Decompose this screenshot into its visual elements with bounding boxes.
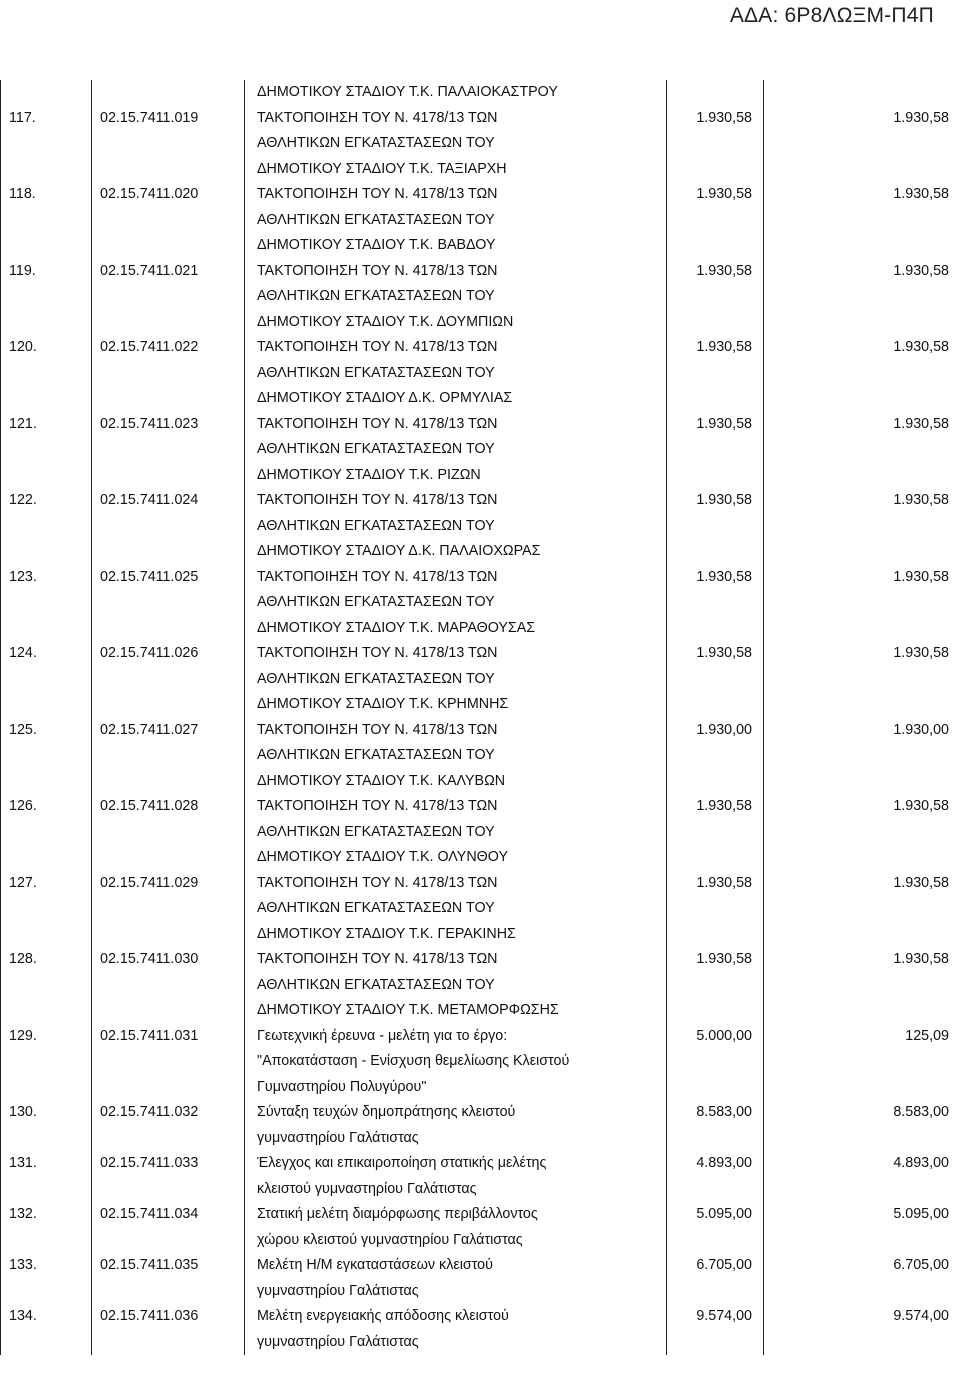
description-line: κλειστού γυμναστηρίου Γαλάτιστας	[257, 1180, 477, 1197]
row-number: 117.	[1, 106, 92, 183]
row-amount-1	[667, 80, 764, 106]
row-code: 02.15.7411.023	[92, 412, 245, 489]
description-line: ΔΗΜΟΤΙΚΟΥ ΣΤΑΔΙΟΥ Τ.Κ. ΔΟΥΜΠΙΩΝ	[257, 313, 514, 330]
description-line: ΔΗΜΟΤΙΚΟΥ ΣΤΑΔΙΟΥ Τ.Κ. ΤΑΞΙΑΡΧΗ	[257, 160, 507, 177]
table-row	[1, 1304, 960, 1355]
row-description	[245, 106, 667, 183]
description-line: ΑΘΛΗΤΙΚΩΝ ΕΓΚΑΤΑΣΤΑΣΕΩΝ ΤΟΥ	[257, 900, 495, 916]
table-row	[1, 1253, 960, 1304]
description-line: ΤΑΚΤΟΠΟΙΗΣΗ ΤΟΥ Ν. 4178/13 ΤΩΝ	[257, 339, 498, 355]
row-amount-2: 1.930,58	[764, 871, 960, 948]
description-line: ΤΑΚΤΟΠΟΙΗΣΗ ΤΟΥ Ν. 4178/13 ΤΩΝ	[257, 721, 498, 738]
row-number: 128.	[1, 947, 92, 1024]
row-amount-2: 4.893,00	[764, 1151, 960, 1202]
row-description	[245, 565, 667, 642]
row-description	[245, 1253, 667, 1304]
description-line: ΔΗΜΟΤΙΚΟΥ ΣΤΑΔΙΟΥ Τ.Κ. ΠΑΛΑΙΟΚΑΣΤΡΟΥ	[257, 84, 558, 100]
description-line: ΤΑΚΤΟΠΟΙΗΣΗ ΤΟΥ Ν. 4178/13 ΤΩΝ	[257, 492, 498, 508]
row-amount-2: 1.930,58	[764, 259, 960, 336]
description-line: ΑΘΛΗΤΙΚΩΝ ΕΓΚΑΤΑΣΤΑΣΕΩΝ ΤΟΥ	[257, 441, 495, 457]
row-number: 129.	[1, 1024, 92, 1101]
row-number	[1, 80, 92, 106]
description-line: γυμναστηρίου Γαλάτιστας	[257, 1333, 419, 1350]
row-amount-2: 1.930,58	[764, 335, 960, 412]
table-row	[1, 947, 960, 1024]
row-amount-2: 1.930,58	[764, 641, 960, 718]
row-number: 123.	[1, 565, 92, 642]
description-line: γυμναστηρίου Γαλάτιστας	[257, 1282, 419, 1299]
row-amount-2: 1.930,58	[764, 412, 960, 489]
row-amount-1: 1.930,58	[667, 488, 764, 565]
description-line: Έλεγχος και επικαιροποίηση στατικής μελέτης	[257, 1155, 547, 1171]
row-description	[245, 80, 667, 106]
budget-table-body	[1, 80, 960, 1355]
description-line: ΑΘΛΗΤΙΚΩΝ ΕΓΚΑΤΑΣΤΑΣΕΩΝ ΤΟΥ	[257, 747, 495, 763]
description-line: Στατική μελέτη διαμόρφωσης περιβάλλοντος	[257, 1206, 538, 1222]
row-number: 124.	[1, 641, 92, 718]
table-row	[1, 182, 960, 259]
description-line: "Αποκατάσταση - Ενίσχυση θεμελίωσης Κλειστού	[257, 1053, 570, 1069]
row-amount-1: 1.930,58	[667, 794, 764, 871]
row-code: 02.15.7411.031	[92, 1024, 245, 1101]
row-description	[245, 259, 667, 336]
row-number: 120.	[1, 335, 92, 412]
table-row	[1, 565, 960, 642]
row-description	[245, 1024, 667, 1101]
row-amount-2	[764, 80, 960, 106]
row-code: 02.15.7411.026	[92, 641, 245, 718]
row-code: 02.15.7411.029	[92, 871, 245, 948]
row-amount-1: 6.705,00	[667, 1253, 764, 1304]
row-number: 134.	[1, 1304, 92, 1355]
row-code: 02.15.7411.030	[92, 947, 245, 1024]
row-amount-1: 1.930,58	[667, 182, 764, 259]
row-amount-1: 5.095,00	[667, 1202, 764, 1253]
row-description	[245, 412, 667, 489]
row-amount-2: 1.930,58	[764, 106, 960, 183]
description-line: Γυμναστηρίου Πολυγύρου"	[257, 1078, 427, 1095]
description-line: ΤΑΚΤΟΠΟΙΗΣΗ ΤΟΥ Ν. 4178/13 ΤΩΝ	[257, 951, 498, 967]
table-row	[1, 259, 960, 336]
row-code: 02.15.7411.027	[92, 718, 245, 795]
description-line: ΑΘΛΗΤΙΚΩΝ ΕΓΚΑΤΑΣΤΑΣΕΩΝ ΤΟΥ	[257, 517, 495, 534]
row-code: 02.15.7411.033	[92, 1151, 245, 1202]
table-row	[1, 1151, 960, 1202]
row-number: 122.	[1, 488, 92, 565]
row-amount-1: 8.583,00	[667, 1100, 764, 1151]
row-description	[245, 641, 667, 718]
row-amount-1: 1.930,58	[667, 106, 764, 183]
table-row	[1, 1024, 960, 1101]
row-description	[245, 335, 667, 412]
row-amount-2: 5.095,00	[764, 1202, 960, 1253]
description-line: ΔΗΜΟΤΙΚΟΥ ΣΤΑΔΙΟΥ Δ.Κ. ΠΑΛΑΙΟΧΩΡΑΣ	[257, 543, 541, 559]
row-code: 02.15.7411.022	[92, 335, 245, 412]
row-number: 127.	[1, 871, 92, 948]
continuation-row	[1, 80, 960, 106]
row-amount-2: 6.705,00	[764, 1253, 960, 1304]
description-line: ΤΑΚΤΟΠΟΙΗΣΗ ΤΟΥ Ν. 4178/13 ΤΩΝ	[257, 109, 498, 126]
row-description	[245, 182, 667, 259]
row-amount-1: 5.000,00	[667, 1024, 764, 1101]
row-number: 130.	[1, 1100, 92, 1151]
row-amount-2: 1.930,58	[764, 947, 960, 1024]
description-line: ΔΗΜΟΤΙΚΟΥ ΣΤΑΔΙΟΥ Τ.Κ. ΟΛΥΝΘΟΥ	[257, 849, 508, 865]
row-amount-1: 1.930,58	[667, 641, 764, 718]
row-description	[245, 1151, 667, 1202]
description-line: Μελέτη ενεργειακής απόδοσης κλειστού	[257, 1308, 509, 1324]
description-line: ΑΘΛΗΤΙΚΩΝ ΕΓΚΑΤΑΣΤΑΣΕΩΝ ΤΟΥ	[257, 594, 495, 610]
row-code: 02.15.7411.021	[92, 259, 245, 336]
row-amount-1: 4.893,00	[667, 1151, 764, 1202]
description-line: ΤΑΚΤΟΠΟΙΗΣΗ ΤΟΥ Ν. 4178/13 ΤΩΝ	[257, 262, 498, 279]
row-amount-2: 1.930,58	[764, 488, 960, 565]
description-line: Γεωτεχνική έρευνα - μελέτη για το έργο:	[257, 1027, 508, 1044]
description-line: ΤΑΚΤΟΠΟΙΗΣΗ ΤΟΥ Ν. 4178/13 ΤΩΝ	[257, 798, 498, 814]
row-amount-2: 1.930,58	[764, 794, 960, 871]
description-line: ΤΑΚΤΟΠΟΙΗΣΗ ΤΟΥ Ν. 4178/13 ΤΩΝ	[257, 645, 498, 661]
ada-code: ΑΔΑ: 6Ρ8ΛΩΞΜ-Π4Π	[729, 4, 934, 27]
description-line: ΔΗΜΟΤΙΚΟΥ ΣΤΑΔΙΟΥ Τ.Κ. ΚΡΗΜΝΗΣ	[257, 696, 509, 712]
table-row	[1, 871, 960, 948]
description-line: χώρου κλειστού γυμναστηρίου Γαλάτιστας	[257, 1231, 523, 1248]
row-number: 118.	[1, 182, 92, 259]
row-description	[245, 718, 667, 795]
table-row	[1, 335, 960, 412]
table-row	[1, 488, 960, 565]
row-number: 126.	[1, 794, 92, 871]
row-code: 02.15.7411.019	[92, 106, 245, 183]
row-description	[245, 947, 667, 1024]
row-number: 119.	[1, 259, 92, 336]
row-description	[245, 871, 667, 948]
description-line: ΑΘΛΗΤΙΚΩΝ ΕΓΚΑΤΑΣΤΑΣΕΩΝ ΤΟΥ	[257, 823, 495, 840]
row-amount-2: 1.930,58	[764, 565, 960, 642]
description-line: ΤΑΚΤΟΠΟΙΗΣΗ ΤΟΥ Ν. 4178/13 ΤΩΝ	[257, 874, 498, 891]
row-code: 02.15.7411.035	[92, 1253, 245, 1304]
table-row	[1, 1202, 960, 1253]
description-line: ΑΘΛΗΤΙΚΩΝ ΕΓΚΑΤΑΣΤΑΣΕΩΝ ΤΟΥ	[257, 211, 495, 228]
description-line: ΔΗΜΟΤΙΚΟΥ ΣΤΑΔΙΟΥ Τ.Κ. ΓΕΡΑΚΙΝΗΣ	[257, 925, 516, 942]
table-row	[1, 718, 960, 795]
row-number: 131.	[1, 1151, 92, 1202]
row-amount-1: 1.930,58	[667, 412, 764, 489]
row-description	[245, 794, 667, 871]
row-amount-1: 1.930,58	[667, 335, 764, 412]
row-amount-2: 125,09	[764, 1024, 960, 1101]
row-number: 133.	[1, 1253, 92, 1304]
description-line: γυμναστηρίου Γαλάτιστας	[257, 1129, 419, 1146]
row-description	[245, 1304, 667, 1355]
row-amount-1: 1.930,58	[667, 565, 764, 642]
row-amount-2: 1.930,58	[764, 182, 960, 259]
row-code: 02.15.7411.028	[92, 794, 245, 871]
row-code: 02.15.7411.025	[92, 565, 245, 642]
description-line: ΤΑΚΤΟΠΟΙΗΣΗ ΤΟΥ Ν. 4178/13 ΤΩΝ	[257, 415, 498, 432]
table-row	[1, 1100, 960, 1151]
row-code: 02.15.7411.032	[92, 1100, 245, 1151]
description-line: Μελέτη Η/Μ εγκαταστάσεων κλειστού	[257, 1257, 493, 1273]
description-line: Σύνταξη τευχών δημοπράτησης κλειστού	[257, 1104, 516, 1120]
description-line: ΑΘΛΗΤΙΚΩΝ ΕΓΚΑΤΑΣΤΑΣΕΩΝ ΤΟΥ	[257, 670, 495, 687]
table-row	[1, 794, 960, 871]
row-amount-2: 9.574,00	[764, 1304, 960, 1355]
description-line: ΑΘΛΗΤΙΚΩΝ ΕΓΚΑΤΑΣΤΑΣΕΩΝ ΤΟΥ	[257, 135, 495, 151]
row-code: 02.15.7411.036	[92, 1304, 245, 1355]
budget-table	[0, 80, 960, 1355]
table-row	[1, 641, 960, 718]
description-line: ΔΗΜΟΤΙΚΟΥ ΣΤΑΔΙΟΥ Τ.Κ. ΒΑΒΔΟΥ	[257, 237, 496, 253]
description-line: ΑΘΛΗΤΙΚΩΝ ΕΓΚΑΤΑΣΤΑΣΕΩΝ ΤΟΥ	[257, 364, 495, 381]
row-amount-1: 1.930,58	[667, 871, 764, 948]
description-line: ΤΑΚΤΟΠΟΙΗΣΗ ΤΟΥ Ν. 4178/13 ΤΩΝ	[257, 186, 498, 202]
row-description	[245, 488, 667, 565]
description-line: ΔΗΜΟΤΙΚΟΥ ΣΤΑΔΙΟΥ Τ.Κ. ΜΑΡΑΘΟΥΣΑΣ	[257, 619, 536, 636]
row-code	[92, 80, 245, 106]
row-code: 02.15.7411.024	[92, 488, 245, 565]
row-number: 121.	[1, 412, 92, 489]
description-line: ΔΗΜΟΤΙΚΟΥ ΣΤΑΔΙΟΥ Τ.Κ. ΡΙΖΩΝ	[257, 466, 481, 483]
row-amount-2: 8.583,00	[764, 1100, 960, 1151]
description-line: ΔΗΜΟΤΙΚΟΥ ΣΤΑΔΙΟΥ Τ.Κ. ΜΕΤΑΜΟΡΦΩΣΗΣ	[257, 1002, 559, 1018]
row-amount-2: 1.930,00	[764, 718, 960, 795]
description-line: ΔΗΜΟΤΙΚΟΥ ΣΤΑΔΙΟΥ Τ.Κ. ΚΑΛΥΒΩΝ	[257, 772, 506, 789]
row-amount-1: 1.930,58	[667, 259, 764, 336]
row-description	[245, 1202, 667, 1253]
description-line: ΑΘΛΗΤΙΚΩΝ ΕΓΚΑΤΑΣΤΑΣΕΩΝ ΤΟΥ	[257, 288, 495, 304]
row-number: 132.	[1, 1202, 92, 1253]
description-line: ΔΗΜΟΤΙΚΟΥ ΣΤΑΔΙΟΥ Δ.Κ. ΟΡΜΥΛΙΑΣ	[257, 390, 513, 406]
table-row	[1, 412, 960, 489]
row-amount-1: 1.930,58	[667, 947, 764, 1024]
table-row	[1, 106, 960, 183]
description-line: ΤΑΚΤΟΠΟΙΗΣΗ ΤΟΥ Ν. 4178/13 ΤΩΝ	[257, 568, 498, 585]
row-code: 02.15.7411.034	[92, 1202, 245, 1253]
row-amount-1: 1.930,00	[667, 718, 764, 795]
row-description	[245, 1100, 667, 1151]
row-amount-1: 9.574,00	[667, 1304, 764, 1355]
description-line: ΑΘΛΗΤΙΚΩΝ ΕΓΚΑΤΑΣΤΑΣΕΩΝ ΤΟΥ	[257, 976, 495, 993]
row-code: 02.15.7411.020	[92, 182, 245, 259]
row-number: 125.	[1, 718, 92, 795]
